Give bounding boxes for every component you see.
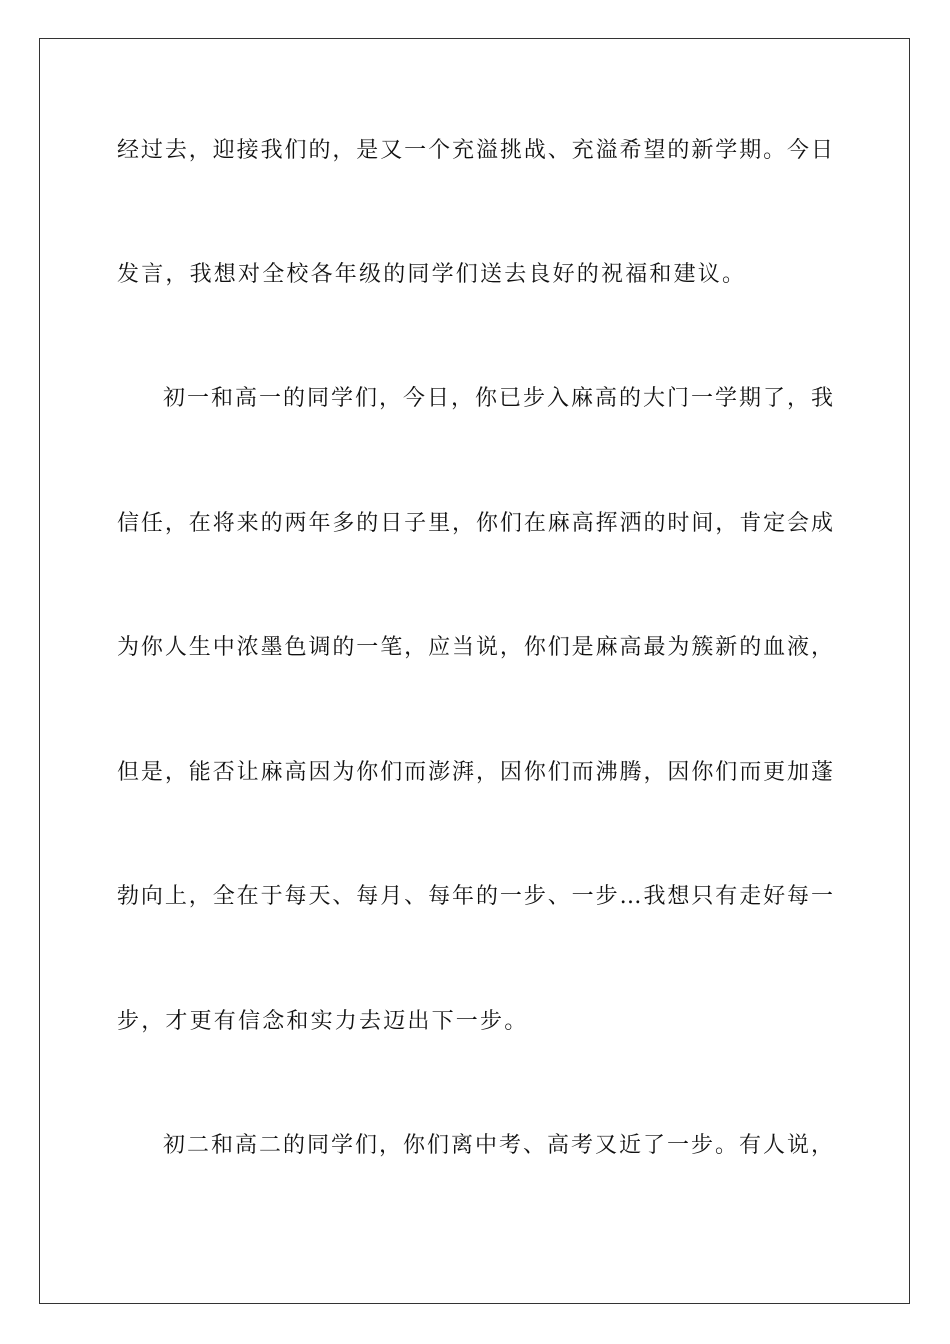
text-line-1: 经过去，迎接我们的，是又一个充溢挑战、充溢希望的新学期。今日	[117, 138, 833, 163]
text-line-8: 步，才更有信念和实力去迈出下一步。	[117, 1009, 529, 1034]
text-line-4: 信任，在将来的两年多的日子里，你们在麻高挥洒的时间，肯定会成	[117, 511, 833, 536]
text-line-2: 发言，我想对全校各年级的同学们送去良好的祝福和建议。	[117, 262, 747, 287]
text-line-6: 但是，能否让麻高因为你们而澎湃，因你们而沸腾，因你们而更加蓬	[117, 760, 833, 785]
text-line-7: 勃向上，全在于每天、每月、每年的一步、一步…我想只有走好每一	[117, 884, 833, 909]
text-line-5: 为你人生中浓墨色调的一笔，应当说，你们是麻高最为簇新的血液，	[117, 635, 833, 660]
text-line-3: 初一和高一的同学们，今日，你已步入麻高的大门一学期了，我	[163, 386, 833, 411]
page-frame	[39, 38, 910, 1304]
text-line-9: 初二和高二的同学们，你们离中考、高考又近了一步。有人说，	[163, 1133, 833, 1158]
